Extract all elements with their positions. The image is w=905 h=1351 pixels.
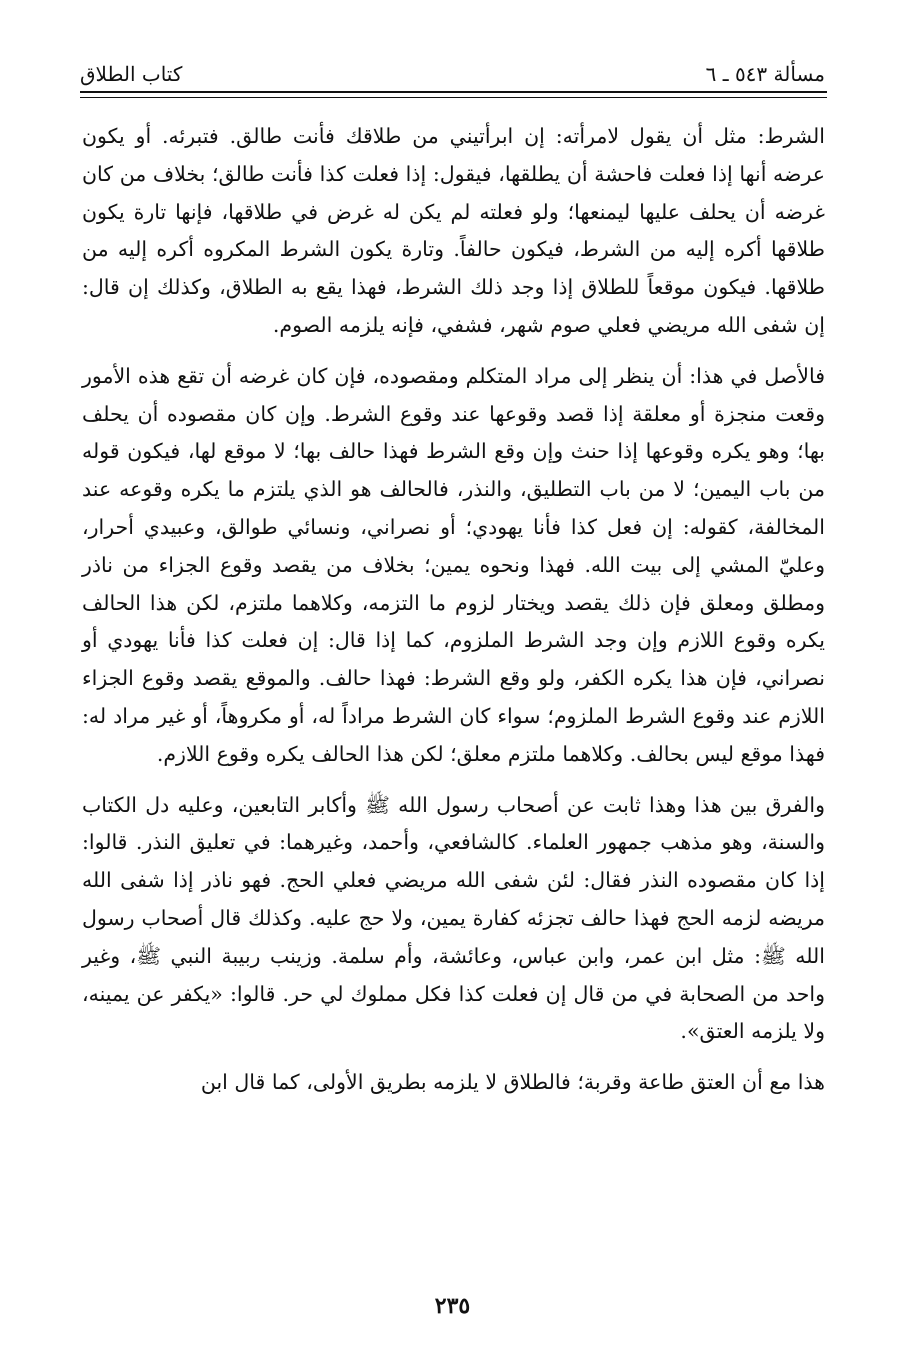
header-rule-thick	[80, 91, 827, 93]
body-text	[82, 118, 825, 1115]
page-number: ٢٣٥	[434, 1293, 471, 1319]
paragraph-3: والفرق بين هذا وهذا ثابت عن أصحاب رسول الله ﷺ وأكابر التابعين، وعليه دل الكتاب والسنة، وهو مذهب جمهور العلماء. كالشافعي، وأحمد، وغيرهما: في تعليق النذر. قالوا: إذا كان مقصوده النذر فقال: لئن شفى الله مريضي فعلي الحج. فهو ناذر إذا شفى الله مريضه لزمه الحج فهذا حالف تجزئه كفارة يمين، ولا حج عليه. وكذلك قال أصحاب رسول الله ﷺ: مثل ابن عمر، وابن عباس، وعائشة، وأم سلمة. وزينب ربيبة النبي ﷺ، وغير واحد من الصحابة في من قال إن فعلت كذا فكل مملوك لي حر. قالوا: «يكفر عن يمينه، ولا يلزمه العتق».	[82, 792, 825, 1044]
header-book-title: كتاب الطلاق	[80, 62, 183, 86]
paragraph-1: الشرط: مثل أن يقول لامرأته: إن ابرأتيني من طلاقك فأنت طالق. فتبرئه. أو يكون عرضه أنها إذا فعلت فاحشة أن يطلقها، فيقول: إذا فعلت كذا فأنت طالق؛ بخلاف من كان غرضه أن يحلف عليها ليمنعها؛ ولو فعلته لم يكن له غرض في طلاقها، فإنها تارة يكون طلاقها أكره إليه من الشرط، فيكون حالفاً. وتارة يكون الشرط المكروه أكره إليه من طلاقها. فيكون موقعاً للطلاق إذا وجد ذلك الشرط، فهذا يقع به الطلاق، وكذلك إن قال: إن شفى الله مريضي فعلي صوم شهر، فشفي، فإنه يلزمه الصوم.	[82, 124, 825, 337]
paragraph-2: فالأصل في هذا: أن ينظر إلى مراد المتكلم ومقصوده، فإن كان غرضه أن تقع هذه الأمور وقعت منجزة أو معلقة إذا قصد وقوعها عند وقوع الشرط. وإن كان مقصوده أن يحلف بها؛ وهو يكره وقوعها إذا حنث وإن وقع الشرط فهذا حالف بها؛ لا موقع لها، فيكون قوله من باب اليمين؛ لا من باب التطليق، والنذر، فالحالف هو الذي يلتزم ما يكره وقوعه عند المخالفة، كقوله: إن فعل كذا فأنا يهودي؛ أو نصراني، ونسائي طوالق، وعبيدي أحرار، وعليّ المشي إلى بيت الله. فهذا ونحوه يمين؛ بخلاف من يقصد وقوع الجزاء من ناذر ومطلق ومعلق فإن ذلك يقصد ويختار لزوم ما التزمه، وكلاهما ملتزم، لكن هذا الحالف يكره وقوع اللازم وإن وجد الشرط الملزوم، كما إذا قال: إن فعلت كذا فأنا يهودي أو نصراني، فإن هذا يكره الكفر، ولو وقع الشرط: فهذا حالف. والموقع يقصد وقوع الجزاء اللازم عند وقوع الشرط الملزوم؛ سواء كان الشرط مراداً له، أو مكروهاً، أو غير مراد له: فهذا موقع ليس بحالف. وكلاهما ملتزم معلق؛ لكن هذا الحالف يكره وقوع اللازم.	[82, 363, 825, 766]
running-header	[80, 56, 825, 86]
header-rule-thin	[80, 97, 827, 98]
header-section-number: مسألة ٥٤٣ ـ ٦	[705, 62, 825, 86]
paragraph-4: هذا مع أن العتق طاعة وقربة؛ فالطلاق لا يلزمه بطريق الأولى، كما قال ابن	[200, 1070, 825, 1095]
